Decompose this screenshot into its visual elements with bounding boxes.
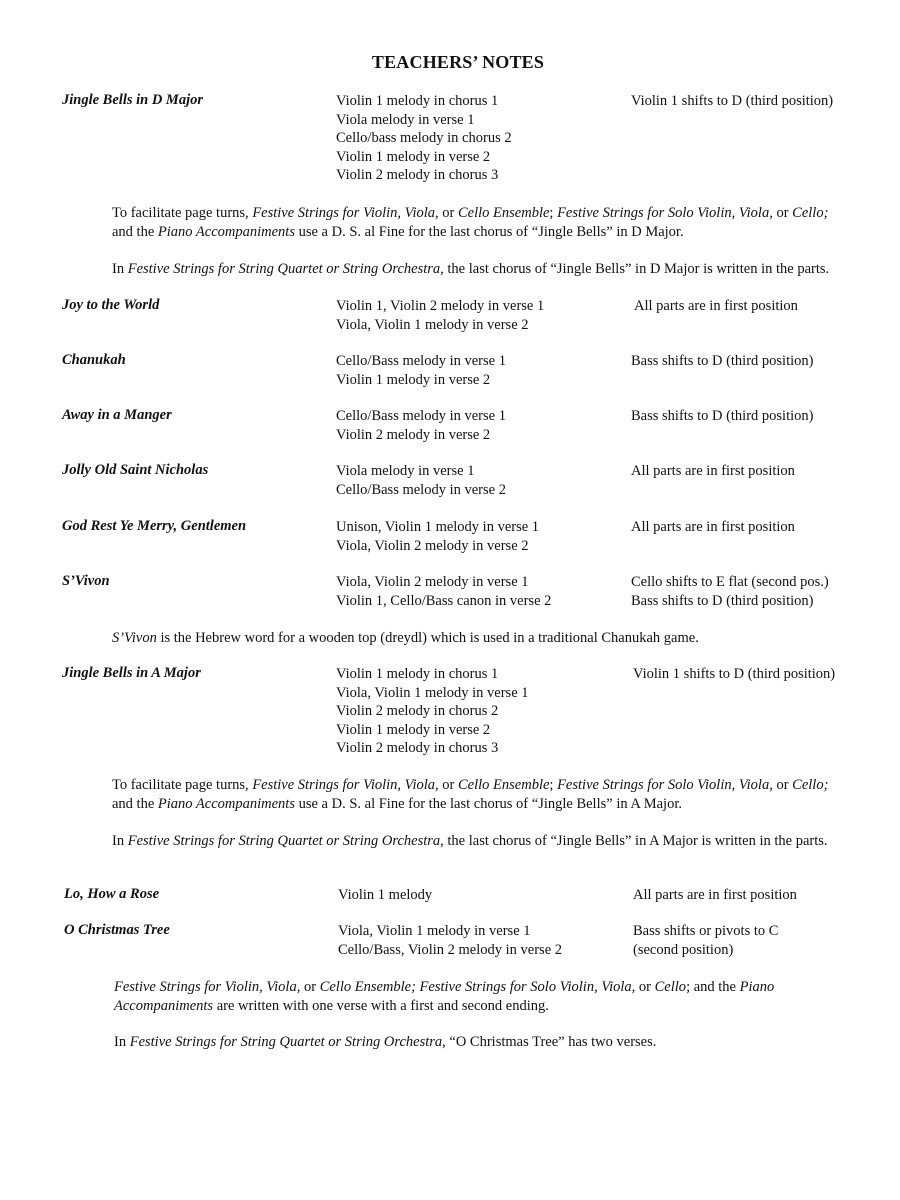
paragraph-christmas-tree-endings [114, 978, 854, 1015]
part-line: Violin 1, Cello/Bass canon in verse 2 [336, 592, 552, 609]
text-run: Festive Strings for Solo Violin, Viola, [557, 205, 773, 221]
part-line: Cello/Bass melody in verse 1 [336, 353, 506, 369]
song-notes [633, 665, 835, 684]
part-line: Viola, Violin 1 melody in verse 1 [336, 684, 529, 701]
song-parts [336, 573, 551, 610]
song-parts [336, 92, 512, 185]
song-notes [631, 352, 813, 371]
text-run: Cello Ensemble; Festive Strings for Solo Violin, Viola, [319, 979, 636, 995]
text-run: or [772, 205, 793, 221]
part-line: Viola, Violin 2 melody in verse 1 [336, 574, 529, 590]
song-parts [336, 352, 506, 389]
text-run: ; and the [686, 979, 740, 995]
part-line: Violin 2 melody in chorus 3 [336, 167, 499, 184]
part-line: Cello/bass melody in chorus 2 [336, 130, 512, 147]
song-title: God Rest Ye Merry, Gentlemen [62, 518, 247, 534]
paragraph-jingle-bells-d-parts [112, 260, 872, 279]
text-run: are written with one verse with a first and second ending. [213, 997, 549, 1014]
text-run: or [772, 777, 793, 793]
text-run: Cello [654, 979, 687, 995]
song-notes [631, 462, 795, 481]
paragraph-christmas-tree-verses [114, 1033, 854, 1052]
part-line: Viola, Violin 1 melody in verse 1 [338, 923, 531, 939]
song-parts [336, 518, 539, 555]
song-title: Jingle Bells in D Major [62, 92, 203, 108]
part-line: Violin 1 melody [338, 887, 433, 903]
text-run: or [635, 979, 655, 995]
note-line: Bass shifts to D (third position) [631, 408, 814, 424]
note-line: Bass shifts to D (third position) [631, 353, 814, 369]
note-line: Violin 1 shifts to D (third position) [633, 666, 836, 682]
note-line: All parts are in first position [631, 519, 795, 535]
song-notes [631, 573, 829, 610]
text-run: is the Hebrew word for a wooden top (dreydl) which is used in a traditional Chanukah game. [156, 630, 699, 646]
note-line: All parts are in first position [631, 463, 795, 479]
text-run: Festive Strings for Violin, Viola, [252, 205, 439, 221]
note-line: Bass shifts to D (third position) [631, 592, 814, 609]
page-title: TEACHERS’ NOTES [371, 52, 545, 72]
text-run: or [438, 777, 458, 793]
note-line: Violin 1 shifts to D (third position) [631, 93, 834, 109]
text-run: To facilitate page turns, [112, 777, 253, 793]
text-run: ; [549, 205, 558, 221]
text-run: Festive Strings for Violin, Viola, [114, 979, 301, 995]
part-line: Cello/Bass melody in verse 2 [336, 481, 506, 498]
text-run: and the [112, 795, 158, 812]
part-line: Violin 1 melody in verse 2 [336, 721, 491, 738]
song-title: Jingle Bells in A Major [62, 665, 201, 681]
note-line: (second position) [633, 941, 734, 958]
song-title: Jolly Old Saint Nicholas [62, 462, 209, 478]
song-parts [338, 886, 432, 905]
part-line: Viola melody in verse 1 [336, 463, 475, 479]
text-run: Cello; [792, 777, 829, 793]
part-line: Violin 1 melody in verse 2 [336, 371, 491, 388]
song-notes [631, 92, 833, 111]
song-notes [631, 518, 795, 537]
song-parts [338, 922, 562, 959]
song-notes [633, 886, 797, 905]
text-run: Cello; [792, 205, 829, 221]
text-run: Festive Strings for Solo Violin, Viola, [557, 777, 773, 793]
paragraph-jingle-bells-d-page-turns [112, 204, 852, 241]
song-notes [633, 922, 778, 959]
part-line: Violin 1, Violin 2 melody in verse 1 [336, 298, 545, 314]
text-run: Cello Ensemble [458, 777, 550, 793]
song-title: Lo, How a Rose [64, 886, 160, 902]
text-run: In [112, 833, 128, 849]
note-line: All parts are in first position [633, 887, 797, 903]
song-title: Away in a Manger [62, 407, 172, 423]
text-run: S’Vivon [112, 630, 157, 646]
text-run: Cello Ensemble [458, 205, 550, 221]
song-title: Chanukah [62, 352, 126, 368]
text-run: or [300, 979, 320, 995]
part-line: Viola, Violin 2 melody in verse 2 [336, 537, 529, 554]
text-run: Piano Accompaniments [114, 979, 775, 1014]
song-notes [631, 407, 813, 426]
song-title: Joy to the World [62, 297, 160, 313]
text-run: and the [112, 223, 158, 240]
part-line: Violin 1 melody in verse 2 [336, 148, 491, 165]
text-run: ; [549, 777, 558, 793]
song-notes [634, 297, 798, 316]
note-line: Bass shifts or pivots to C [633, 923, 779, 939]
text-run: , “O Christmas Tree” has two verses. [442, 1034, 657, 1050]
song-title: S’Vivon [62, 573, 110, 589]
text-run: or [438, 205, 458, 221]
paragraph-jingle-bells-a-page-turns [112, 776, 852, 813]
text-run: In [112, 261, 128, 277]
text-run: Piano Accompaniments [157, 223, 295, 240]
text-run: Festive Strings for String Quartet or String Orchestra [127, 261, 441, 277]
song-title: O Christmas Tree [64, 922, 170, 938]
text-run: Festive Strings for Violin, Viola, [252, 777, 439, 793]
text-run: Festive Strings for String Quartet or String Orchestra [129, 1034, 443, 1050]
part-line: Cello/Bass, Violin 2 melody in verse 2 [338, 941, 562, 958]
text-run: , the last chorus of “Jingle Bells” in A Major is written in the parts. [440, 833, 828, 849]
paragraph-jingle-bells-a-parts [112, 832, 842, 851]
song-parts [336, 462, 506, 499]
part-line: Violin 1 melody in chorus 1 [336, 666, 499, 682]
note-line: Cello shifts to E flat (second pos.) [631, 574, 829, 590]
text-run: use a D. S. al Fine for the last chorus of “Jingle Bells” in A Major. [294, 795, 682, 812]
text-run: To facilitate page turns, [112, 205, 253, 221]
part-line: Viola, Violin 1 melody in verse 2 [336, 316, 529, 333]
part-line: Violin 2 melody in chorus 3 [336, 740, 499, 757]
song-parts [336, 407, 506, 444]
song-parts [336, 297, 544, 334]
part-line: Violin 2 melody in chorus 2 [336, 703, 499, 720]
part-line: Viola melody in verse 1 [336, 111, 475, 128]
part-line: Violin 2 melody in verse 2 [336, 426, 491, 443]
note-line: All parts are in first position [634, 298, 798, 314]
text-run: , the last chorus of “Jingle Bells” in D Major is written in the parts. [440, 261, 830, 277]
text-run: In [114, 1034, 130, 1050]
paragraph-svivon-definition [112, 629, 852, 648]
text-run: Piano Accompaniments [157, 795, 295, 812]
song-parts [336, 665, 529, 758]
part-line: Unison, Violin 1 melody in verse 1 [336, 519, 540, 535]
text-run: Festive Strings for String Quartet or String Orchestra [127, 833, 441, 849]
part-line: Cello/Bass melody in verse 1 [336, 408, 506, 424]
part-line: Violin 1 melody in chorus 1 [336, 93, 499, 109]
text-run: use a D. S. al Fine for the last chorus of “Jingle Bells” in D Major. [294, 223, 684, 240]
